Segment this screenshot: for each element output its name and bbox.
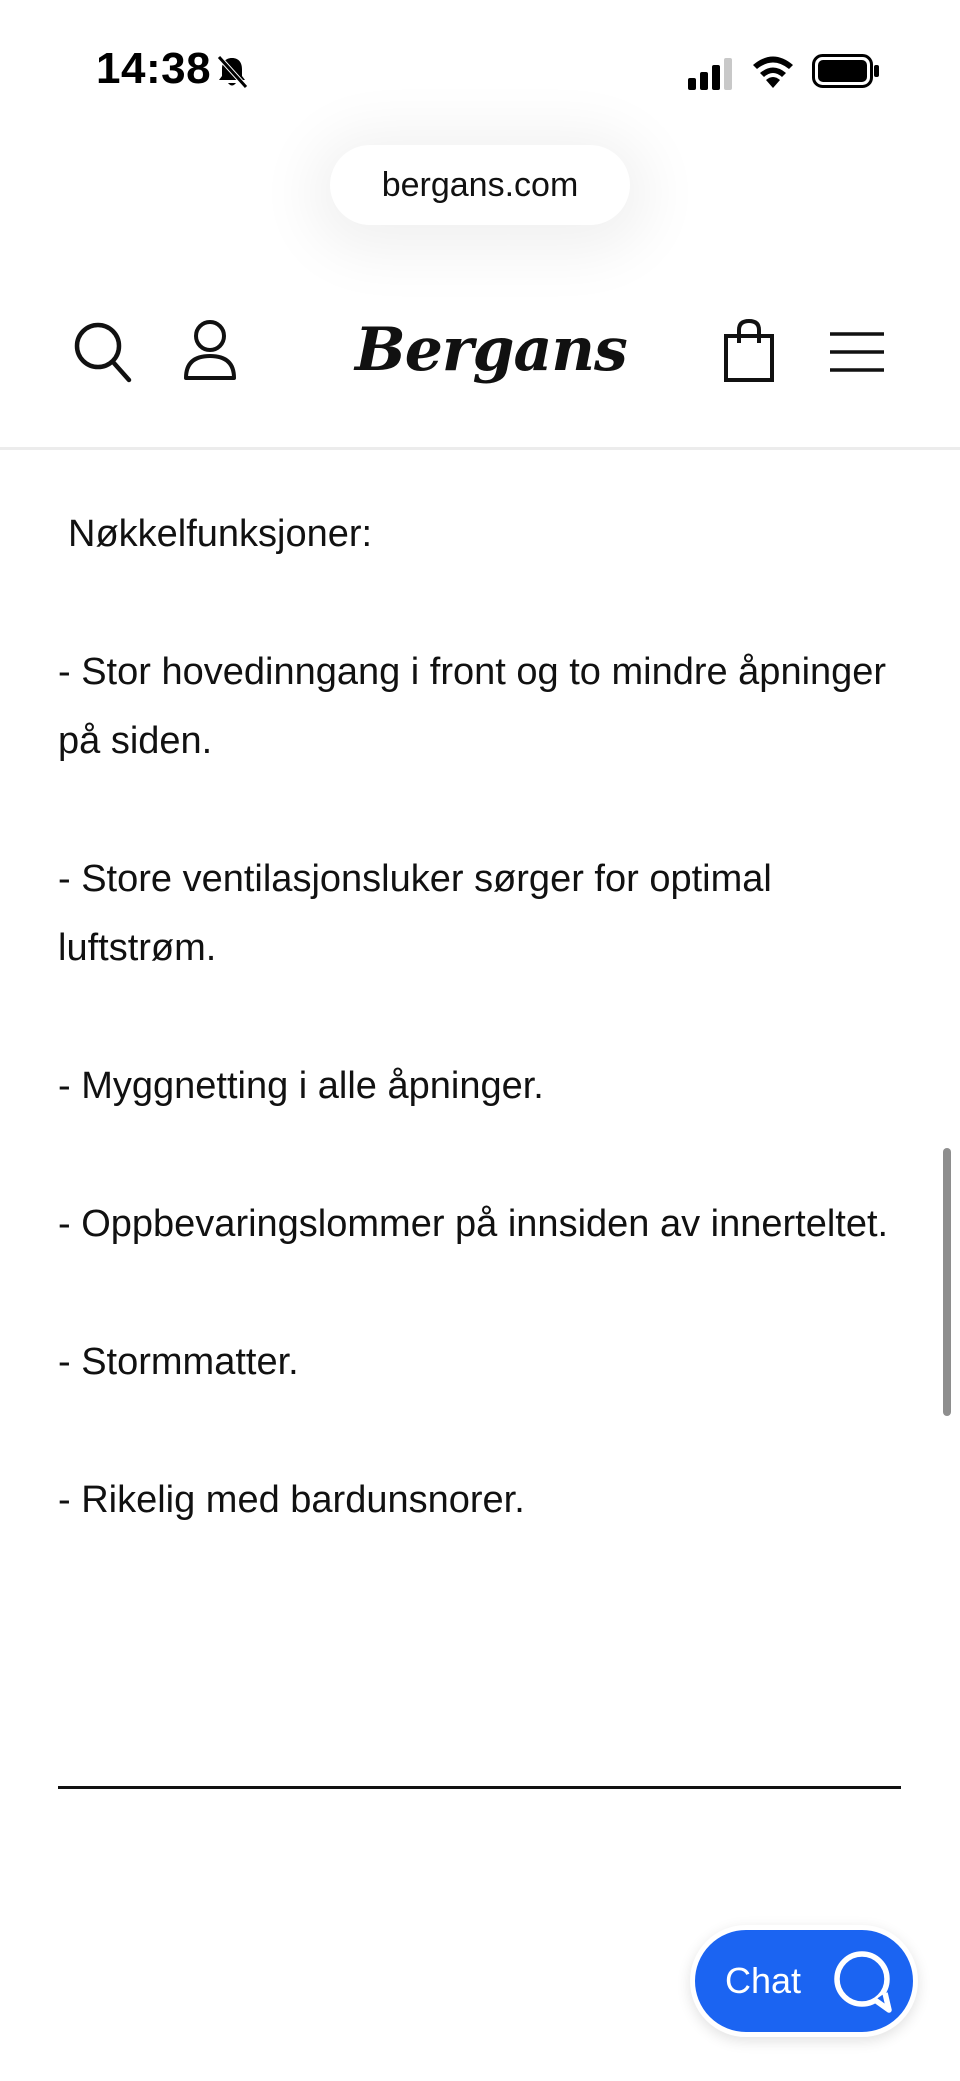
account-icon[interactable]	[182, 318, 238, 382]
feature-item: - Myggnetting i alle åpninger.	[58, 1065, 544, 1107]
menu-icon[interactable]	[828, 330, 886, 374]
site-header	[0, 290, 960, 450]
features-heading: Nøkkelfunksjoner:	[68, 513, 373, 555]
product-description	[58, 500, 908, 1604]
cellular-signal-icon	[688, 58, 736, 90]
bergans-logo[interactable]: Bergans	[355, 315, 627, 385]
url-bar[interactable]	[330, 145, 630, 225]
feature-list	[58, 638, 908, 1535]
feature-item: - Oppbevaringslommer på innsiden av innerteltet.	[58, 1203, 889, 1245]
feature-item: - Rikelig med bardunsnorer.	[58, 1479, 525, 1521]
status-time: 14:38	[96, 44, 212, 93]
search-icon[interactable]	[72, 320, 132, 384]
chat-button[interactable]	[690, 1925, 918, 2037]
url-text: bergans.com	[381, 165, 579, 204]
status-bar	[0, 0, 960, 120]
chat-label: Chat	[725, 1960, 802, 2001]
wifi-icon	[752, 54, 794, 88]
battery-icon	[812, 54, 880, 88]
bell-slash-icon	[215, 54, 249, 90]
feature-item: - Store ventilasjonsluker sørger for optimal luftstrøm.	[58, 858, 772, 969]
chat-bubble-icon	[831, 1948, 895, 2014]
feature-item: - Stormmatter.	[58, 1341, 299, 1383]
feature-item: - Stor hovedinngang i front og to mindre åpninger på siden.	[58, 651, 887, 762]
scrollbar[interactable]	[943, 1148, 951, 1416]
cart-icon[interactable]	[722, 318, 778, 384]
section-divider	[58, 1786, 901, 1789]
